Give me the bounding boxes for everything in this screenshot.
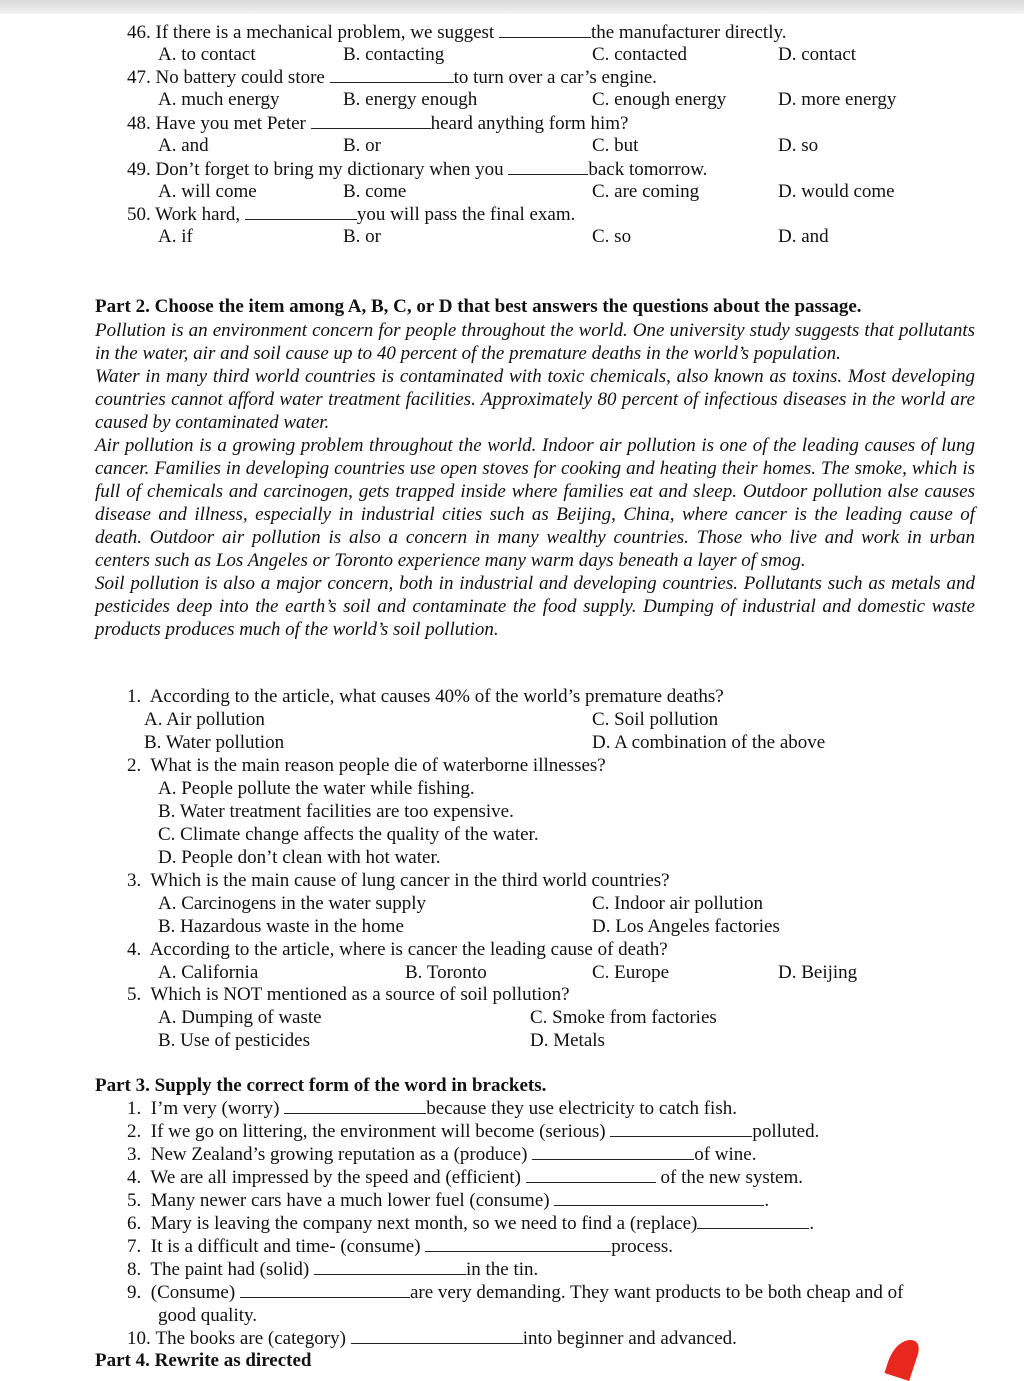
option-d: D. Metals [530,1030,605,1051]
passage-paragraph: Soil pollution is also a major concern, both in industrial and developing countries. Pollutants such as metals and pesticides deep into the earth’s soil and contaminate the food supply. Dumping of industrial and domestic waste products produces much of the world’s soil pollution. [95,573,975,640]
option-d: D. A combination of the above [592,732,826,753]
word-form-item-7: 7. It is a difficult and time- (consume) process. [127,1236,674,1257]
word-form-item-5: 5. Many newer cars have a much lower fuel (consume) . [127,1190,770,1211]
option-a: A. Dumping of waste [158,1007,322,1028]
answer-blank[interactable] [610,1121,752,1137]
red-pen-mark-icon [884,1335,921,1381]
option-d: D. would come [778,181,895,202]
answer-blank[interactable] [526,1167,656,1183]
option-b: B. or [343,226,381,247]
option-a: A. and [158,135,209,156]
option-a: A. to contact [158,44,256,65]
part3-heading: Part 3. Supply the correct form of the word in brackets. [95,1075,547,1096]
option-d: D. so [778,135,819,156]
comprehension-question-3: 3. Which is the main cause of lung cancer in the third world countries? [127,870,670,891]
option-d: D. contact [778,44,857,65]
word-form-item-1: 1. I’m very (worry) because they use electricity to catch fish. [127,1098,737,1119]
option-c: C. contacted [592,44,687,65]
option-b: B. contacting [343,44,445,65]
answer-blank[interactable] [499,22,591,38]
question-48: 48. Have you met Peter heard anything form him? [127,113,629,134]
option-c: C. are coming [592,181,700,202]
answer-blank[interactable] [532,1144,694,1160]
option-d: D. and [778,226,829,247]
answer-blank[interactable] [554,1190,764,1206]
option-c: C. but [592,135,639,156]
word-form-item-2: 2. If we go on littering, the environment will become (serious) polluted. [127,1121,820,1142]
option-b: B. or [343,135,381,156]
option-a: A. California [158,962,259,983]
answer-blank[interactable] [330,67,454,83]
question-50: 50. Work hard, you will pass the final exam. [127,204,576,225]
option-c: C. so [592,226,632,247]
option-d: D. Beijing [778,962,858,983]
answer-blank[interactable] [245,204,357,220]
option-c: C. Soil pollution [592,709,719,730]
option-c: C. Indoor air pollution [592,893,763,914]
reading-passage [95,319,975,641]
word-form-item-6: 6. Mary is leaving the company next month, so we need to find a (replace) . [127,1213,815,1234]
word-form-item-8: 8. The paint had (solid) in the tin. [127,1259,539,1280]
comprehension-question-5: 5. Which is NOT mentioned as a source of soil pollution? [127,984,570,1005]
option-b: B. Use of pesticides [158,1030,310,1051]
answer-blank[interactable] [311,113,431,129]
option-a: A. People pollute the water while fishing. [158,778,475,799]
option-a: A. much energy [158,89,280,110]
answer-blank[interactable] [284,1098,426,1114]
comprehension-question-1: 1. According to the article, what causes 40% of the world’s premature deaths? [127,686,724,707]
option-c: C. enough energy [592,89,727,110]
question-46: 46. If there is a mechanical problem, we suggest the manufacturer directly. [127,22,787,43]
answer-blank[interactable] [425,1236,611,1252]
comprehension-question-2: 2. What is the main reason people die of waterborne illnesses? [127,755,606,776]
word-form-item-10: 10. The books are (category) into beginner and advanced. [127,1328,737,1349]
answer-blank[interactable] [508,159,588,175]
answer-blank[interactable] [351,1328,523,1344]
option-d: D. Los Angeles factories [592,916,780,937]
passage-paragraph: Pollution is an environment concern for people throughout the world. One university study suggests that pollutants in the water, air and soil cause up to 40 percent of the premature deaths in the world’s population. [95,320,975,364]
option-b: B. Hazardous waste in the home [158,916,404,937]
question-49: 49. Don’t forget to bring my dictionary when you back tomorrow. [127,159,708,180]
option-b: B. Water treatment facilities are too expensive. [158,801,514,822]
question-47: 47. No battery could store to turn over a car’s engine. [127,67,657,88]
answer-blank[interactable] [240,1282,410,1298]
option-b: B. Toronto [405,962,487,983]
comprehension-question-4: 4. According to the article, where is cancer the leading cause of death? [127,939,668,960]
option-c: C. Europe [592,962,670,983]
answer-blank[interactable] [314,1259,466,1275]
window-top-edge [0,0,1024,14]
part4-heading: Part 4. Rewrite as directed [95,1350,312,1371]
passage-paragraph: Water in many third world countries is contaminated with toxic chemicals, also known as toxins. Most developing countries cannot afford water treatment facilities. Approximately 80 percent of infectious diseases in the world are caused by contaminated water. [95,366,975,433]
option-d: D. People don’t clean with hot water. [158,847,441,868]
answer-blank[interactable] [697,1213,809,1229]
option-d: D. more energy [778,89,897,110]
option-b: B. come [343,181,407,202]
word-form-item-9: 9. (Consume) are very demanding. They want products to be both cheap and of [127,1282,904,1303]
option-b: B. Water pollution [144,732,285,753]
option-c: C. Climate change affects the quality of the water. [158,824,539,845]
word-form-item-3: 3. New Zealand’s growing reputation as a (produce) of wine. [127,1144,757,1165]
word-form-item-9-continued: good quality. [158,1305,258,1326]
part2-heading: Part 2. Choose the item among A, B, C, or D that best answers the questions about the passage. [95,296,862,317]
option-c: C. Smoke from factories [530,1007,717,1028]
option-a: A. if [158,226,193,247]
option-a: A. Carcinogens in the water supply [158,893,427,914]
option-b: B. energy enough [343,89,478,110]
passage-paragraph: Air pollution is a growing problem throughout the world. Indoor air pollution is one of the leading causes of lung cancer. Families in developing countries use open stoves for cooking and heating their homes. The smoke, which is full of chemicals and carcinogen, gets trapped inside where families eat and sleep. Outdoor pollution alse causes disease and illness, especially in industrial cities such as Beijing, China, where cancer is the leading cause of death. Outdoor air pollution is also a concern in many wealthy countries. Those who live and work in urban centers such as Los Angeles or Toronto experience many warm days beneath a layer of smog. [95,435,975,571]
word-form-item-4: 4. We are all impressed by the speed and (efficient) of the new system. [127,1167,803,1188]
option-a: A. will come [158,181,257,202]
option-a: A. Air pollution [144,709,265,730]
